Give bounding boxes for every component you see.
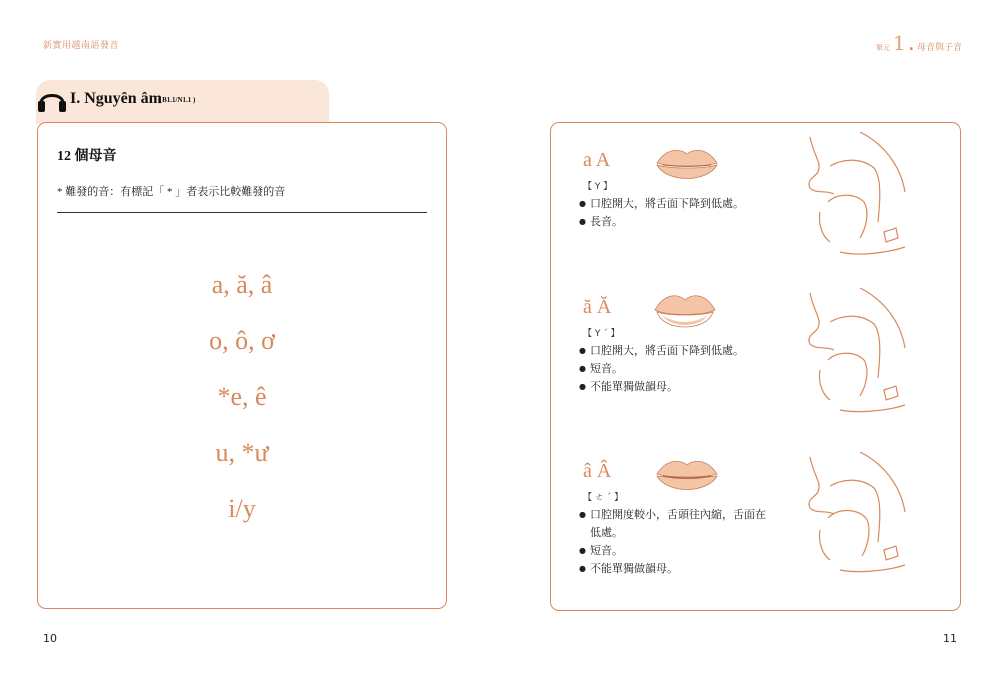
- difficulty-note: * 難發的音：有標記「 * 」者表示比較難發的音: [57, 186, 286, 198]
- list-item: ● 不能單獨做韻母。: [579, 560, 766, 578]
- vowel-row: i/y: [228, 494, 256, 523]
- divider: [57, 212, 427, 213]
- unit-header: [876, 33, 962, 54]
- section-tab-subtitle: ( B1.1/N1.1 ): [158, 96, 196, 104]
- mouth-profile-diagram: [800, 132, 910, 262]
- lips-illustration: [655, 456, 719, 496]
- page-number-right: 11: [943, 632, 957, 645]
- vowel-ipa: 【 Y 】: [583, 182, 613, 192]
- unit-number: 1: [892, 31, 906, 55]
- list-item: ● 口腔開大，將舌面下降到低處。: [579, 195, 744, 213]
- vowel-row: a, ă, â: [211, 270, 273, 299]
- unit-label: 單元: [875, 44, 890, 52]
- list-item: ● 短音。: [579, 360, 744, 378]
- list-item-continuation: 低處。: [590, 526, 623, 539]
- section-heading: 12 個母音: [57, 149, 117, 164]
- vowel-row: u, *ư: [215, 438, 269, 467]
- vowel-description: [579, 195, 744, 231]
- vowel-title: â Â: [583, 460, 612, 482]
- vowel-ipa: 【 ㄜ ˊ 】: [583, 493, 624, 503]
- vowel-title: a A: [583, 149, 611, 171]
- lips-illustration: [653, 292, 717, 332]
- list-item: ● 短音。: [579, 542, 766, 560]
- vowel-ipa: 【 Y ˊ 】: [583, 329, 620, 339]
- page-number-left: 10: [43, 632, 57, 645]
- list-item: ● 口腔開度較小，舌頭往內縮，舌面在: [579, 506, 766, 524]
- book-title: 新實用越南語發音: [43, 41, 120, 51]
- vowel-description: [579, 342, 744, 396]
- section-tab-title: I. Nguyên âm: [70, 90, 163, 107]
- unit-title: 母音與子音: [916, 43, 962, 53]
- vowel-row: *e, ê: [217, 382, 267, 411]
- vowel-title: ă Ă: [583, 296, 612, 318]
- vowel-description: [579, 506, 766, 578]
- lips-illustration: [655, 145, 719, 185]
- list-item: ● 長音。: [579, 213, 744, 231]
- mouth-profile-diagram: [800, 288, 910, 418]
- unit-dot: .: [908, 38, 914, 54]
- headphone-icon: [36, 85, 68, 115]
- list-item: ● 口腔開大，將舌面下降到低處。: [579, 342, 744, 360]
- mouth-profile-diagram: [800, 452, 910, 582]
- list-item: ● 不能單獨做韻母。: [579, 378, 744, 396]
- vowel-row: o, ô, ơ: [209, 326, 275, 355]
